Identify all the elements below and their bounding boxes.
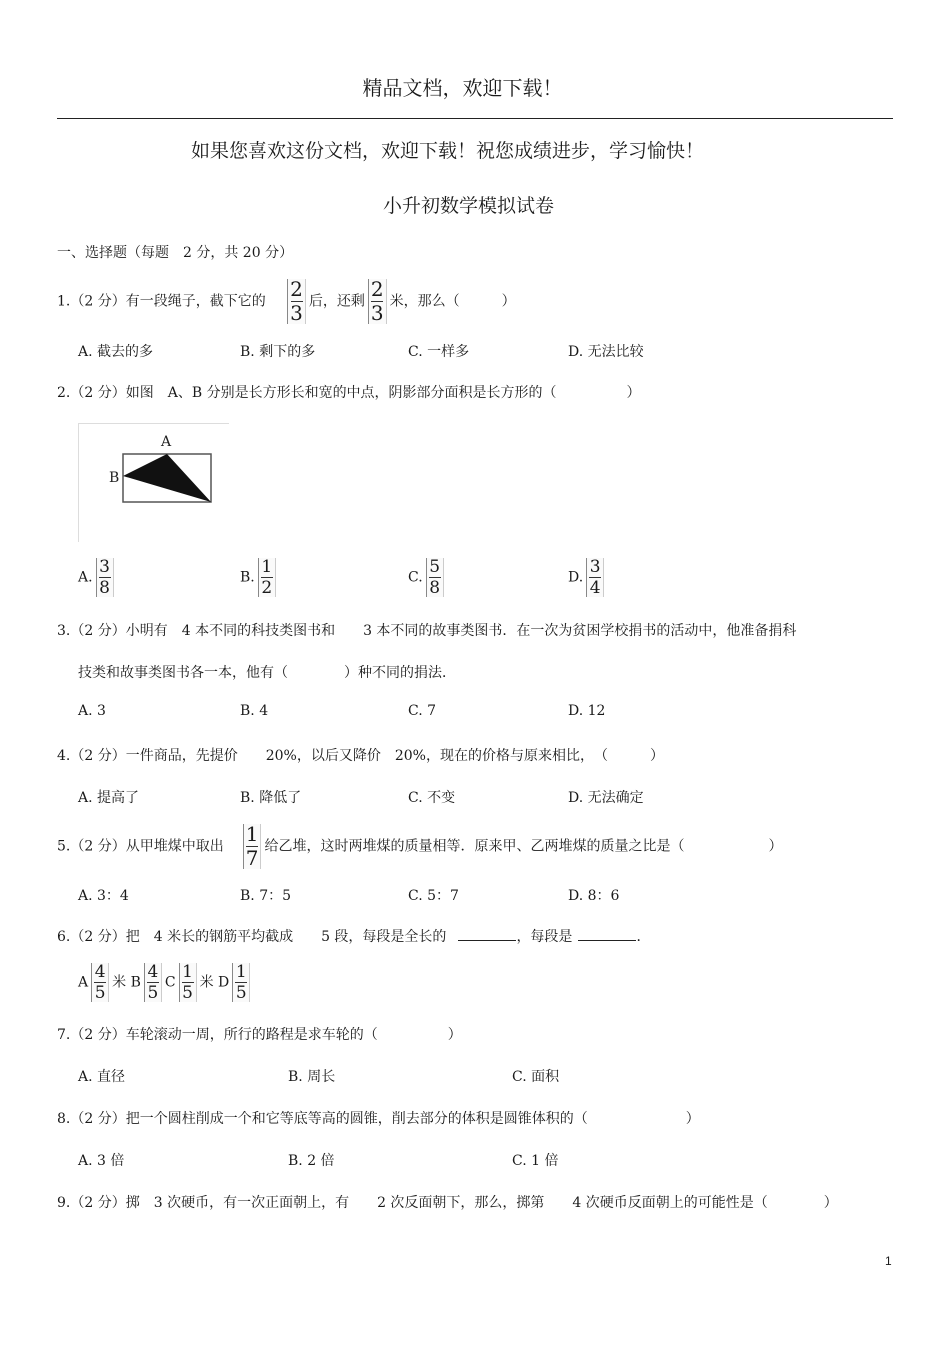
option-a: A. 提高了 xyxy=(78,790,140,806)
answer-blank xyxy=(458,926,516,941)
option-a: A. 截去的多 xyxy=(78,344,154,360)
fraction-option: $\frac{5}{8}$ xyxy=(426,558,444,597)
option-d: D. 无法确定 xyxy=(568,790,644,806)
question-1-text-a: 1.（2 分）有一段绳子，截下它的 xyxy=(57,293,266,310)
option-d-letter: D xyxy=(218,974,230,991)
fraction-2-3: $\frac{2}{3}$ xyxy=(368,279,387,324)
question-3-stem-line-1: 3.（2 分）小明有 4 本不同的科技类图书和 3 本不同的故事类图书．在一次为贫困学校捐书的活动中，他准备捐科 xyxy=(57,623,797,639)
welcome-line: 如果您喜欢这份文档，欢迎下载！祝您成绩进步，学习愉快！ xyxy=(190,140,704,162)
document-header: 精品文档，欢迎下载！ xyxy=(362,76,563,100)
question-6-text-a: 6.（2 分）把 4 米长的钢筋平均截成 5 段，每段是全长的 xyxy=(57,929,447,945)
fraction-option: $\frac{3}{8}$ xyxy=(96,558,114,597)
triangle-diagram xyxy=(79,424,229,542)
fraction-option: $\frac{1}{2}$ xyxy=(258,558,276,597)
option-b: B. 降低了 xyxy=(240,790,302,806)
option-c: C. 一样多 xyxy=(408,344,470,360)
option-d: D. 12 xyxy=(568,703,606,719)
page-number: 1 xyxy=(885,1254,892,1268)
fraction-1-7: $\frac{1}{7}$ xyxy=(243,824,262,869)
question-3-stem-line-2: 技类和故事类图书各一本，他有（ ）种不同的捐法． xyxy=(78,665,456,681)
question-6-stem xyxy=(57,926,650,946)
option-a: A. 3 xyxy=(78,703,106,719)
question-4-stem: 4.（2 分）一件商品，先提价 20%，以后又降价 20%，现在的价格与原来相比， （ ） xyxy=(57,748,664,764)
option-b: B. 2 倍 xyxy=(288,1153,335,1169)
option-b-letter: B xyxy=(130,974,141,991)
question-1-text-b: 后，还剩 xyxy=(308,293,365,310)
question-1-stem xyxy=(57,279,516,324)
option-b: B. 周长 xyxy=(288,1069,336,1085)
option-d: D. 无法比较 xyxy=(568,344,644,360)
option-b: B. $\frac{1}{2}$ xyxy=(240,558,279,597)
fraction-option: $\frac{1}{5}$ xyxy=(179,963,197,1002)
question-9-stem: 9.（2 分）掷 3 次硬币，有一次正面朝上，有 2 次反面朝下，那么，掷第 4 次硬币反面朝上的可能性是（ ） xyxy=(57,1195,838,1211)
option-c: C. 7 xyxy=(408,703,437,719)
option-b: B. 剩下的多 xyxy=(240,344,316,360)
option-c: C. 面积 xyxy=(512,1069,560,1085)
question-2-stem: 2.（2 分）如图 A、B 分别是长方形长和宽的中点，阴影部分面积是长方形的（ ） xyxy=(57,385,641,401)
fraction-option: $\frac{4}{5}$ xyxy=(91,963,109,1002)
option-c: C. $\frac{5}{8}$ xyxy=(408,558,447,597)
exam-title: 小升初数学模拟试卷 xyxy=(382,195,554,217)
fraction-option: $\frac{4}{5}$ xyxy=(144,963,162,1002)
option-a-letter: A xyxy=(78,974,89,991)
section-heading: 一、选择题（每题 2 分，共 20 分） xyxy=(57,245,294,261)
label-a: A xyxy=(161,434,172,450)
fraction-option: $\frac{1}{5}$ xyxy=(232,963,250,1002)
question-1-text-c: 米，那么（ ） xyxy=(389,293,516,310)
question-8-stem: 8.（2 分）把一个圆柱削成一个和它等底等高的圆锥，削去部分的体积是圆锥体积的（ ） xyxy=(57,1111,700,1127)
question-6-text-c: ． xyxy=(636,929,651,945)
option-c: C. 不变 xyxy=(408,790,456,806)
question-5-text-b: 给乙堆，这时两堆煤的质量相等．原来甲、乙两堆煤的质量之比是（ ） xyxy=(264,838,783,855)
question-6-options: A $\frac{4}{5}$ 米 B $\frac{4}{5}$ C $\frac{1}{5}$ 米 D $\frac{1}{5}$ xyxy=(78,963,253,1002)
option-c: C. 1 倍 xyxy=(512,1153,559,1169)
label-b: B xyxy=(109,470,120,486)
rectangle-figure xyxy=(78,423,229,542)
fraction-2-3: $\frac{2}{3}$ xyxy=(287,279,306,324)
option-a: A. 直径 xyxy=(78,1069,126,1085)
option-c: C. 5：7 xyxy=(408,888,459,904)
option-c-letter: C xyxy=(164,974,176,991)
answer-blank xyxy=(578,926,636,941)
option-b: B. 7：5 xyxy=(240,888,292,904)
option-b: B. 4 xyxy=(240,703,269,719)
question-7-stem: 7.（2 分）车轮滚动一周，所行的路程是求车轮的（ ） xyxy=(57,1027,462,1043)
option-d: D. 8：6 xyxy=(568,888,620,904)
question-5-stem xyxy=(57,824,782,869)
header-divider xyxy=(57,118,893,119)
question-5-text-a: 5.（2 分）从甲堆煤中取出 xyxy=(57,838,224,855)
option-d: D. $\frac{3}{4}$ xyxy=(568,558,607,597)
option-a: A. 3：4 xyxy=(78,888,129,904)
option-a: A. $\frac{3}{8}$ xyxy=(78,558,117,597)
option-a: A. 3 倍 xyxy=(78,1153,125,1169)
question-6-text-b: ，每段是 xyxy=(516,929,573,945)
fraction-option: $\frac{3}{4}$ xyxy=(586,558,604,597)
